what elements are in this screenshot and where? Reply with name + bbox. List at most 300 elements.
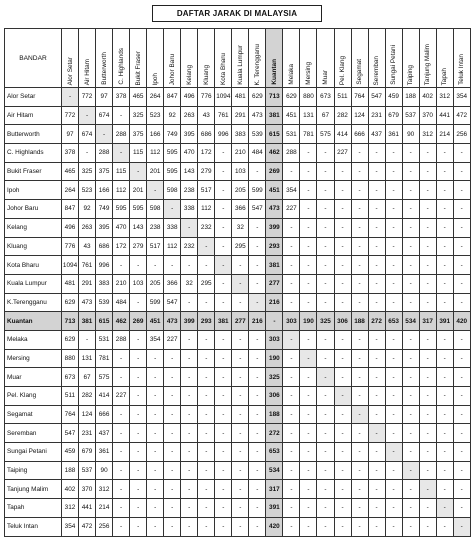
distance-cell: - <box>351 181 368 200</box>
column-header <box>96 29 113 88</box>
distance-cell: - <box>368 181 385 200</box>
distance-cell: - <box>453 480 470 499</box>
distance-cell: - <box>385 517 402 536</box>
distance-cell: - <box>436 181 453 200</box>
distance-cell: - <box>402 200 419 219</box>
distance-cell: 227 <box>113 387 130 406</box>
column-header-label: Seremban <box>373 55 381 85</box>
distance-cell: 269 <box>130 312 147 331</box>
distance-cell: - <box>198 368 215 387</box>
distance-cell: - <box>419 443 436 462</box>
distance-cell: - <box>334 480 351 499</box>
distance-cell: 317 <box>266 480 283 499</box>
distance-cell: - <box>368 461 385 480</box>
distance-cell: 124 <box>79 405 96 424</box>
distance-cell: 470 <box>181 144 198 163</box>
distance-cell: - <box>368 368 385 387</box>
distance-cell: - <box>113 144 130 163</box>
distance-cell: 547 <box>62 424 79 443</box>
column-header-label: Air Hitam <box>83 58 91 85</box>
distance-cell: 279 <box>130 237 147 256</box>
distance-cell: - <box>402 181 419 200</box>
distance-cell: - <box>130 256 147 275</box>
distance-cell: - <box>164 256 181 275</box>
distance-cell: - <box>419 218 436 237</box>
distance-cell: 354 <box>283 181 300 200</box>
distance-cell: - <box>147 517 164 536</box>
distance-cell: - <box>351 461 368 480</box>
distance-cell: 291 <box>232 106 249 125</box>
distance-cell: - <box>130 405 147 424</box>
distance-cell: - <box>164 480 181 499</box>
distance-cell: - <box>96 125 113 144</box>
column-header-label: Mersing <box>304 62 312 85</box>
distance-cell: 288 <box>96 144 113 163</box>
distance-cell: 325 <box>130 106 147 125</box>
distance-cell: - <box>453 237 470 256</box>
distance-cell: 399 <box>181 312 198 331</box>
distance-cell: - <box>351 144 368 163</box>
distance-cell: - <box>300 480 317 499</box>
distance-cell: 272 <box>368 312 385 331</box>
distance-cell: - <box>198 387 215 406</box>
distance-cell: - <box>79 144 96 163</box>
distance-cell: 210 <box>113 274 130 293</box>
distance-cell: 188 <box>402 88 419 107</box>
distance-cell: 749 <box>164 125 181 144</box>
column-header <box>351 29 368 88</box>
distance-cell: 481 <box>232 88 249 107</box>
distance-cell: - <box>181 330 198 349</box>
distance-cell: 190 <box>300 312 317 331</box>
distance-cell: - <box>215 162 232 181</box>
distance-cell: - <box>300 293 317 312</box>
distance-cell: 282 <box>79 387 96 406</box>
distance-cell: 115 <box>130 144 147 163</box>
distance-cell: - <box>402 144 419 163</box>
distance-cell: 674 <box>79 125 96 144</box>
distance-cell: - <box>385 499 402 518</box>
distance-cell: - <box>402 517 419 536</box>
distance-cell: - <box>300 200 317 219</box>
distance-cell: 764 <box>351 88 368 107</box>
distance-cell: 537 <box>79 461 96 480</box>
distance-cell: - <box>181 218 198 237</box>
distance-cell: - <box>419 200 436 219</box>
distance-cell: - <box>436 237 453 256</box>
distance-cell: 666 <box>351 125 368 144</box>
distance-cell: - <box>300 162 317 181</box>
column-header-label: Tanjung Malim <box>424 43 432 85</box>
distance-cell: - <box>198 480 215 499</box>
row-town-name: Kuantan <box>5 312 62 331</box>
distance-cell: 473 <box>249 106 266 125</box>
distance-cell: 366 <box>164 274 181 293</box>
distance-cell: 465 <box>130 88 147 107</box>
distance-cell: 201 <box>147 162 164 181</box>
table-row <box>5 218 471 237</box>
distance-cell: - <box>113 517 130 536</box>
distance-cell: 465 <box>62 162 79 181</box>
distance-cell: - <box>419 480 436 499</box>
distance-cell: 303 <box>266 330 283 349</box>
table-row <box>5 480 471 499</box>
distance-cell: - <box>130 461 147 480</box>
distance-cell: 391 <box>266 499 283 518</box>
distance-cell: - <box>232 256 249 275</box>
row-town-name: Butterworth <box>5 125 62 144</box>
distance-cell: - <box>317 517 334 536</box>
distance-cell: - <box>300 368 317 387</box>
distance-cell: - <box>351 499 368 518</box>
distance-cell: - <box>419 274 436 293</box>
distance-cell: - <box>317 274 334 293</box>
distance-cell: 470 <box>113 218 130 237</box>
distance-cell: - <box>351 424 368 443</box>
distance-cell: 772 <box>79 88 96 107</box>
distance-cell: 97 <box>62 125 79 144</box>
distance-cell: - <box>300 144 317 163</box>
distance-cell: - <box>79 106 96 125</box>
distance-cell: - <box>198 330 215 349</box>
distance-cell: - <box>419 237 436 256</box>
distance-cell: - <box>453 144 470 163</box>
distance-cell: - <box>402 387 419 406</box>
distance-cell: - <box>215 461 232 480</box>
row-town-name: Johor Baru <box>5 200 62 219</box>
distance-cell: - <box>130 293 147 312</box>
distance-cell: 629 <box>249 88 266 107</box>
distance-cell: - <box>402 424 419 443</box>
column-header-label: Ipoh <box>151 72 159 85</box>
distance-cell: 473 <box>79 293 96 312</box>
column-header-label: Bukit Fraser <box>134 50 142 85</box>
row-town-name: Seremban <box>5 424 62 443</box>
distance-cell: 338 <box>181 200 198 219</box>
distance-cell: - <box>215 349 232 368</box>
distance-cell: - <box>215 200 232 219</box>
distance-cell: - <box>385 181 402 200</box>
distance-cell: - <box>232 387 249 406</box>
distance-cell: - <box>419 405 436 424</box>
distance-cell: - <box>436 349 453 368</box>
distance-cell: - <box>334 330 351 349</box>
distance-cell: 402 <box>62 480 79 499</box>
distance-cell: - <box>334 517 351 536</box>
distance-cell: 238 <box>147 218 164 237</box>
distance-cell: - <box>164 200 181 219</box>
distance-cell: - <box>232 349 249 368</box>
column-header-label: Taiping <box>407 64 415 85</box>
distance-cell: - <box>317 461 334 480</box>
distance-cell: 679 <box>79 443 96 462</box>
distance-cell: - <box>232 461 249 480</box>
distance-cell: 595 <box>164 162 181 181</box>
table-row <box>5 144 471 163</box>
distance-cell: - <box>351 293 368 312</box>
table-row <box>5 349 471 368</box>
distance-cell: 370 <box>79 480 96 499</box>
distance-cell: - <box>368 218 385 237</box>
distance-cell: - <box>198 405 215 424</box>
column-header <box>283 29 300 88</box>
distance-cell: - <box>368 200 385 219</box>
distance-cell: 112 <box>198 200 215 219</box>
distance-cell: - <box>249 162 266 181</box>
distance-cell: 749 <box>96 200 113 219</box>
distance-cell: 381 <box>79 312 96 331</box>
distance-cell: 776 <box>198 88 215 107</box>
distance-cell: - <box>334 499 351 518</box>
distance-cell: - <box>232 480 249 499</box>
distance-cell: - <box>317 349 334 368</box>
distance-cell: - <box>181 480 198 499</box>
distance-cell: 420 <box>453 312 470 331</box>
distance-cell: - <box>147 387 164 406</box>
distance-cell: 451 <box>283 106 300 125</box>
column-header <box>232 29 249 88</box>
distance-cell: 595 <box>164 144 181 163</box>
distance-cell: - <box>130 387 147 406</box>
distance-cell: 484 <box>249 144 266 163</box>
distance-cell: 781 <box>300 125 317 144</box>
distance-cell: - <box>453 274 470 293</box>
table-row <box>5 368 471 387</box>
table-row <box>5 106 471 125</box>
distance-cell: 172 <box>198 144 215 163</box>
distance-cell: - <box>385 368 402 387</box>
distance-cell: - <box>300 349 317 368</box>
column-header-label: Butterworth <box>100 52 108 85</box>
distance-cell: - <box>419 330 436 349</box>
distance-cell: - <box>436 274 453 293</box>
distance-cell: 531 <box>283 125 300 144</box>
distance-cell: 172 <box>113 237 130 256</box>
distance-cell: - <box>283 368 300 387</box>
distance-cell: 686 <box>198 125 215 144</box>
distance-cell: - <box>130 162 147 181</box>
distance-cell: 880 <box>62 349 79 368</box>
distance-cell: 395 <box>96 218 113 237</box>
distance-cell: - <box>385 349 402 368</box>
distance-cell: - <box>402 461 419 480</box>
distance-cell: 92 <box>79 200 96 219</box>
distance-cell: - <box>317 237 334 256</box>
distance-cell: 166 <box>147 125 164 144</box>
distance-cell: - <box>317 256 334 275</box>
distance-cell: 472 <box>453 106 470 125</box>
distance-cell: - <box>147 181 164 200</box>
distance-cell: 575 <box>96 368 113 387</box>
distance-cell: 375 <box>96 162 113 181</box>
distance-cell: - <box>283 387 300 406</box>
distance-cell: 227 <box>164 330 181 349</box>
distance-cell: - <box>351 387 368 406</box>
distance-cell: - <box>402 237 419 256</box>
header-row <box>5 29 471 88</box>
distance-cell: 615 <box>266 125 283 144</box>
distance-cell: - <box>402 256 419 275</box>
column-header <box>215 29 232 88</box>
distance-cell: 205 <box>232 181 249 200</box>
column-header <box>402 29 419 88</box>
distance-cell: 599 <box>147 293 164 312</box>
distance-cell: - <box>351 162 368 181</box>
distance-cell: - <box>317 424 334 443</box>
distance-cell: - <box>385 480 402 499</box>
distance-cell: 67 <box>79 368 96 387</box>
distance-cell: - <box>402 368 419 387</box>
distance-cell: - <box>334 274 351 293</box>
distance-cell: - <box>198 256 215 275</box>
distance-cell: - <box>385 330 402 349</box>
distance-cell: 713 <box>62 312 79 331</box>
distance-cell: - <box>419 517 436 536</box>
distance-cell: - <box>368 144 385 163</box>
distance-cell: - <box>368 256 385 275</box>
distance-cell: - <box>164 368 181 387</box>
column-header <box>385 29 402 88</box>
distance-cell: 143 <box>130 218 147 237</box>
distance-cell: - <box>283 499 300 518</box>
distance-cell: - <box>453 424 470 443</box>
distance-cell: 67 <box>317 106 334 125</box>
distance-cell: 291 <box>79 274 96 293</box>
row-town-name: Taiping <box>5 461 62 480</box>
distance-cell: - <box>436 293 453 312</box>
distance-cell: 517 <box>147 237 164 256</box>
distance-cell: - <box>385 443 402 462</box>
distance-cell: - <box>419 461 436 480</box>
distance-cell: - <box>232 424 249 443</box>
distance-cell: 539 <box>249 125 266 144</box>
distance-cell: 391 <box>436 312 453 331</box>
distance-cell: - <box>130 368 147 387</box>
distance-cell: 32 <box>181 274 198 293</box>
distance-cell: - <box>385 218 402 237</box>
distance-cell: - <box>62 88 79 107</box>
distance-cell: - <box>249 368 266 387</box>
distance-cell: - <box>283 274 300 293</box>
distance-cell: - <box>436 387 453 406</box>
distance-cell: - <box>453 256 470 275</box>
distance-cell: - <box>181 443 198 462</box>
distance-cell: 383 <box>232 125 249 144</box>
column-header-label: Sungai Petani <box>390 45 398 85</box>
distance-cell: - <box>232 499 249 518</box>
distance-cell: 43 <box>79 237 96 256</box>
distance-cell: - <box>419 181 436 200</box>
row-town-name: Kelang <box>5 218 62 237</box>
distance-cell: - <box>368 162 385 181</box>
distance-cell: - <box>419 162 436 181</box>
distance-cell: - <box>317 218 334 237</box>
distance-cell: 288 <box>283 144 300 163</box>
distance-cell: - <box>181 293 198 312</box>
distance-cell: 420 <box>266 517 283 536</box>
distance-cell: 231 <box>79 424 96 443</box>
column-header <box>300 29 317 88</box>
distance-cell: 361 <box>385 125 402 144</box>
distance-cell: - <box>334 368 351 387</box>
distance-cell: 462 <box>113 312 130 331</box>
distance-cell: 414 <box>334 125 351 144</box>
distance-cell: - <box>198 499 215 518</box>
distance-cell: - <box>402 499 419 518</box>
distance-cell: - <box>249 387 266 406</box>
column-header <box>266 29 283 88</box>
distance-cell: - <box>385 424 402 443</box>
distance-cell: 653 <box>266 443 283 462</box>
distance-cell: - <box>130 480 147 499</box>
distance-cell: 673 <box>317 88 334 107</box>
distance-cell: 338 <box>164 218 181 237</box>
distance-cell: - <box>215 256 232 275</box>
distance-cell: 679 <box>385 106 402 125</box>
distance-cell: 312 <box>419 125 436 144</box>
distance-cell: - <box>164 349 181 368</box>
distance-cell: - <box>300 499 317 518</box>
distance-cell: - <box>385 144 402 163</box>
distance-cell: - <box>232 274 249 293</box>
distance-cell: 629 <box>62 293 79 312</box>
distance-cell: 272 <box>266 424 283 443</box>
distance-cell: 263 <box>79 218 96 237</box>
distance-cell: - <box>283 162 300 181</box>
distance-cell: - <box>453 443 470 462</box>
distance-cell: 43 <box>198 106 215 125</box>
distance-cell: - <box>402 443 419 462</box>
distance-cell: 481 <box>62 274 79 293</box>
distance-cell: - <box>368 517 385 536</box>
distance-cell: - <box>385 387 402 406</box>
distance-cell: - <box>283 218 300 237</box>
distance-cell: - <box>147 480 164 499</box>
distance-cell: - <box>419 387 436 406</box>
distance-cell: - <box>130 330 147 349</box>
distance-cell: - <box>300 424 317 443</box>
distance-cell: 523 <box>79 181 96 200</box>
distance-cell: 472 <box>79 517 96 536</box>
column-header <box>130 29 147 88</box>
distance-cell: - <box>181 387 198 406</box>
distance-cell: 473 <box>164 312 181 331</box>
distance-cell: 293 <box>266 237 283 256</box>
table-row <box>5 461 471 480</box>
distance-cell: - <box>266 312 283 331</box>
distance-cell: 190 <box>266 349 283 368</box>
distance-cell: - <box>113 443 130 462</box>
distance-cell: 216 <box>249 312 266 331</box>
distance-cell: 381 <box>266 256 283 275</box>
distance-cell: - <box>300 405 317 424</box>
distance-cell: - <box>402 293 419 312</box>
distance-cell: - <box>351 349 368 368</box>
distance-cell: - <box>249 499 266 518</box>
distance-cell: 112 <box>147 144 164 163</box>
column-header-label: Kuantan <box>270 59 278 85</box>
distance-cell: - <box>215 368 232 387</box>
distance-cell: 462 <box>266 144 283 163</box>
distance-cell: - <box>249 293 266 312</box>
distance-cell: 996 <box>215 125 232 144</box>
distance-cell: - <box>368 274 385 293</box>
distance-cell: 383 <box>96 274 113 293</box>
distance-cell: 354 <box>147 330 164 349</box>
distance-cell: - <box>351 330 368 349</box>
distance-cell: 216 <box>266 293 283 312</box>
table-row <box>5 125 471 144</box>
